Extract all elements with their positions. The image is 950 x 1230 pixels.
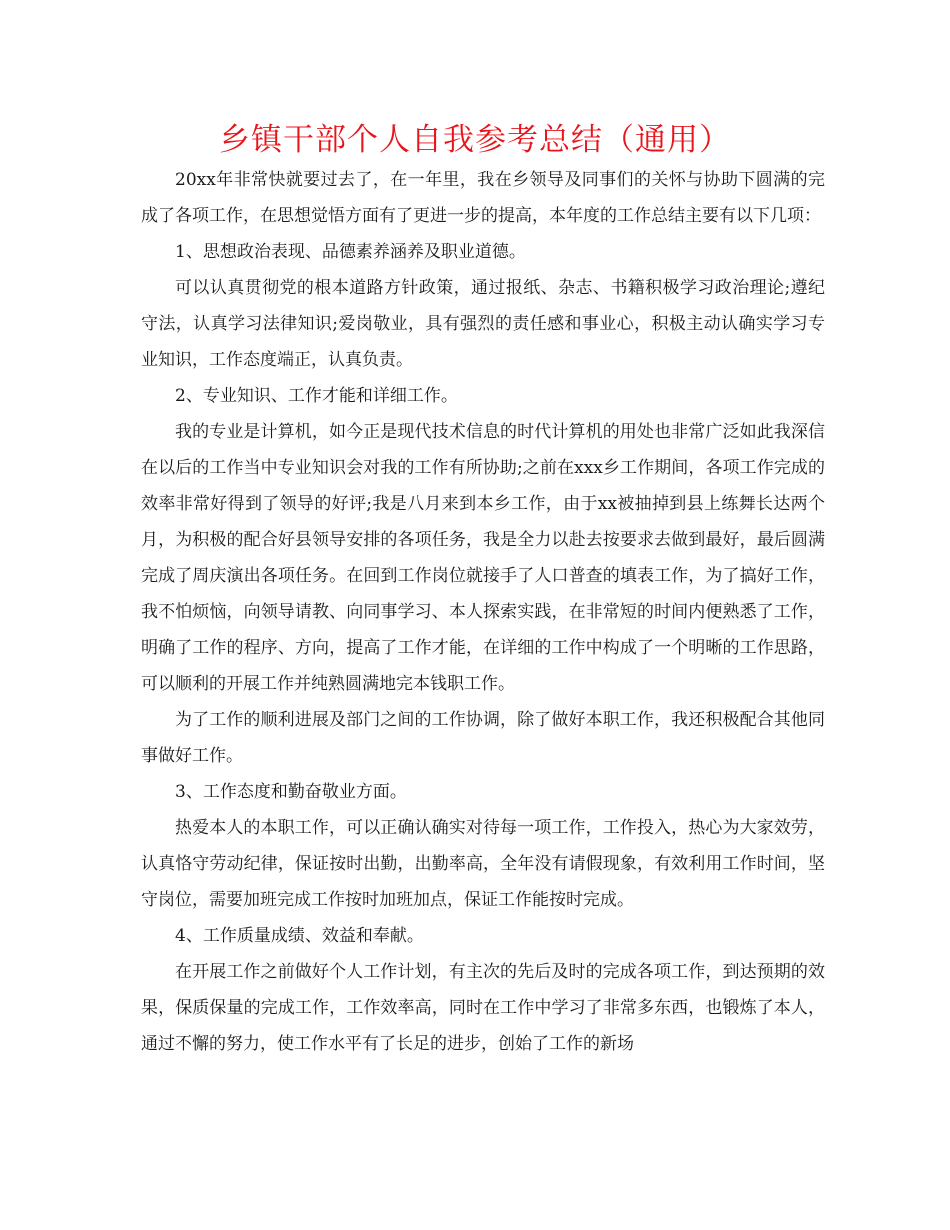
document-body [141,162,825,1062]
section-heading-1: 1、思想政治表现、品德素养涵养及职业道德。 [175,242,526,262]
section-heading-3: 3、工作态度和勤奋敬业方面。 [175,782,407,802]
paragraph-section-2: 我的专业是计算机，如今正是现代技术信息的时代计算机的用处也非常广泛如此我深信在以后的工作当中专业知识会对我的工作有所协助;之前在xxx乡工作期间，各项工作完成的效率非常好得到了领导的好评;我是八月来到本乡工作，由于xx被抽掉到县上练舞长达两个月，为积极的配合好县领导安排的各项任务，我是全力以赴去按要求去做到最好，最后圆满完成了周庆演出各项任务。在回到工作岗位就接手了人口普查的填表工作，为了搞好工作，我不怕烦恼，向领导请教、向同事学习、本人探索实践，在非常短的时间内便熟悉了工作，明确了工作的程序、方向，提高了工作才能，在详细的工作中构成了一个明晰的工作思路，可以顺利的开展工作并纯熟圆满地完本钱职工作。 [141,422,825,694]
section-heading-2: 2、专业知识、工作才能和详细工作。 [175,386,458,406]
paragraph-section-3: 热爱本人的本职工作，可以正确认确实对待每一项工作，工作投入，热心为大家效劳，认真恪守劳动纪律，保证按时出勤，出勤率高，全年没有请假现象，有效利用工作时间，坚守岗位，需要加班完成工作按时加班加点，保证工作能按时完成。 [141,818,825,910]
paragraph-section-1: 可以认真贯彻党的根本道路方针政策，通过报纸、杂志、书籍积极学习政治理论;遵纪守法，认真学习法律知识;爱岗敬业，具有强烈的责任感和事业心，积极主动认确实学习专业知识，工作态度端正，认真负责。 [141,278,825,370]
document-title: 乡镇干部个人自我参考总结（通用） [219,122,731,158]
paragraph-section-4: 在开展工作之前做好个人工作计划，有主次的先后及时的完成各项工作，到达预期的效果，保质保量的完成工作，工作效率高，同时在工作中学习了非常多东西，也锻炼了本人，通过不懈的努力，使工作水平有了长足的进步，创始了工作的新场 [141,962,825,1054]
paragraph-section-2-extra: 为了工作的顺利进展及部门之间的工作协调，除了做好本职工作，我还积极配合其他同事做好工作。 [141,710,825,766]
section-heading-4: 4、工作质量成绩、效益和奉献。 [175,926,424,946]
paragraph-intro: 20xx年非常快就要过去了，在一年里，我在乡领导及同事们的关怀与协助下圆满的完成了各项工作，在思想觉悟方面有了更进一步的提高，本年度的工作总结主要有以下几项： [141,170,825,226]
